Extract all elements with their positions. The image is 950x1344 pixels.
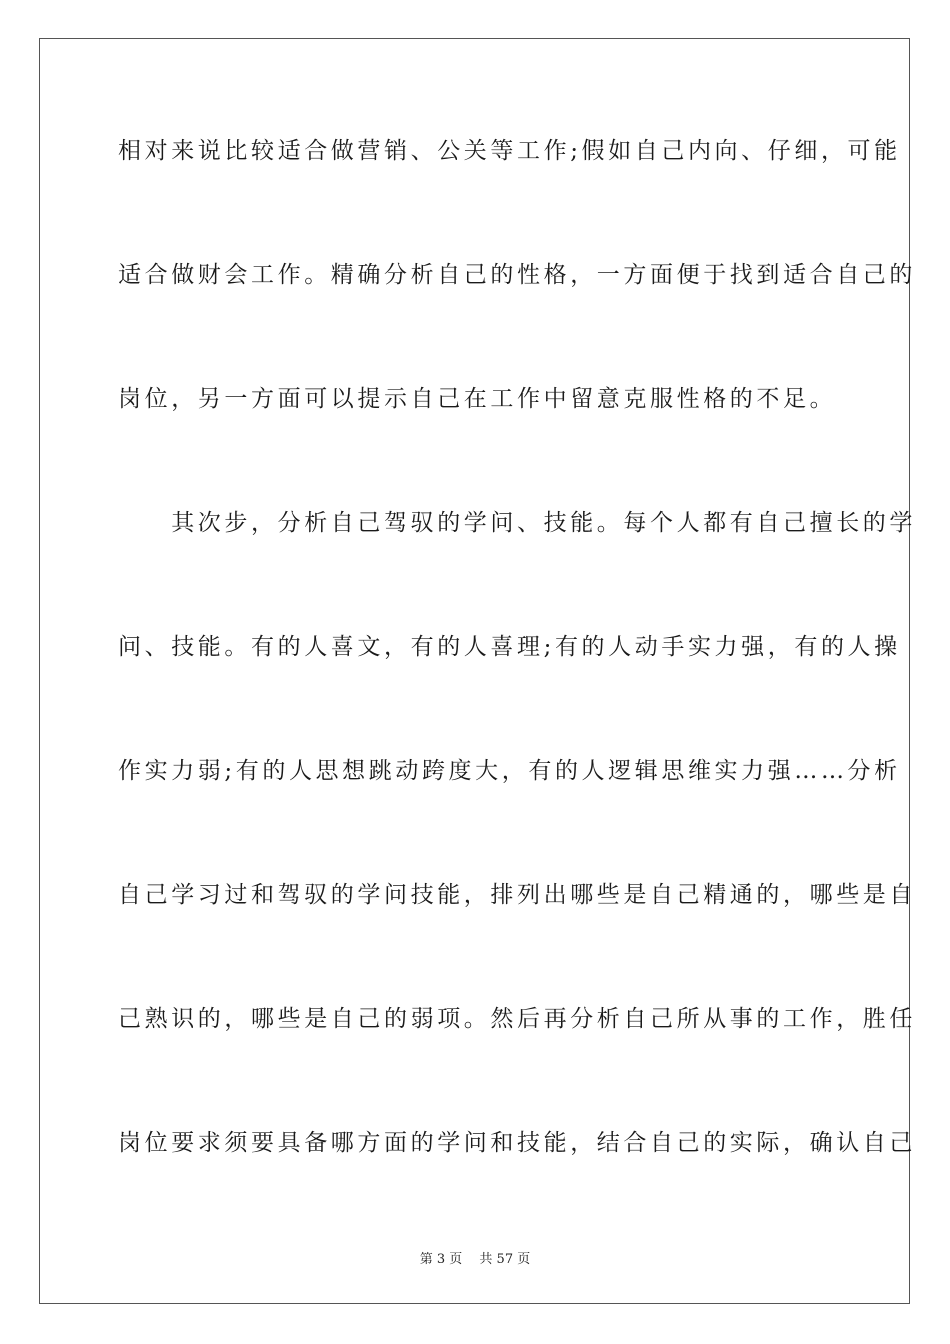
paragraph-start-line: 其次步，分析自己驾驭的学问、技能。每个人都有自己擅长的学 xyxy=(118,510,916,536)
text-line: 问、技能。有的人喜文，有的人喜理;有的人动手实力强，有的人操 xyxy=(118,634,901,660)
text-line: 己熟识的，哪些是自己的弱项。然后再分析自己所从事的工作，胜任 xyxy=(118,1006,916,1032)
text-line: 岗位要求须要具备哪方面的学问和技能，结合自己的实际，确认自己 xyxy=(118,1130,916,1156)
text-line: 适合做财会工作。精确分析自己的性格，一方面便于找到适合自己的 xyxy=(118,262,916,288)
text-line: 相对来说比较适合做营销、公关等工作;假如自己内向、仔细，可能 xyxy=(118,138,901,164)
text-line: 岗位，另一方面可以提示自己在工作中留意克服性格的不足。 xyxy=(118,386,837,412)
page-number-footer: 第 3 页 共 57 页 xyxy=(419,1252,531,1267)
text-line: 作实力弱;有的人思想跳动跨度大，有的人逻辑思维实力强……分析 xyxy=(118,758,901,784)
text-line: 自己学习过和驾驭的学问技能，排列出哪些是自己精通的，哪些是自 xyxy=(118,882,916,908)
page-border xyxy=(39,38,916,1304)
